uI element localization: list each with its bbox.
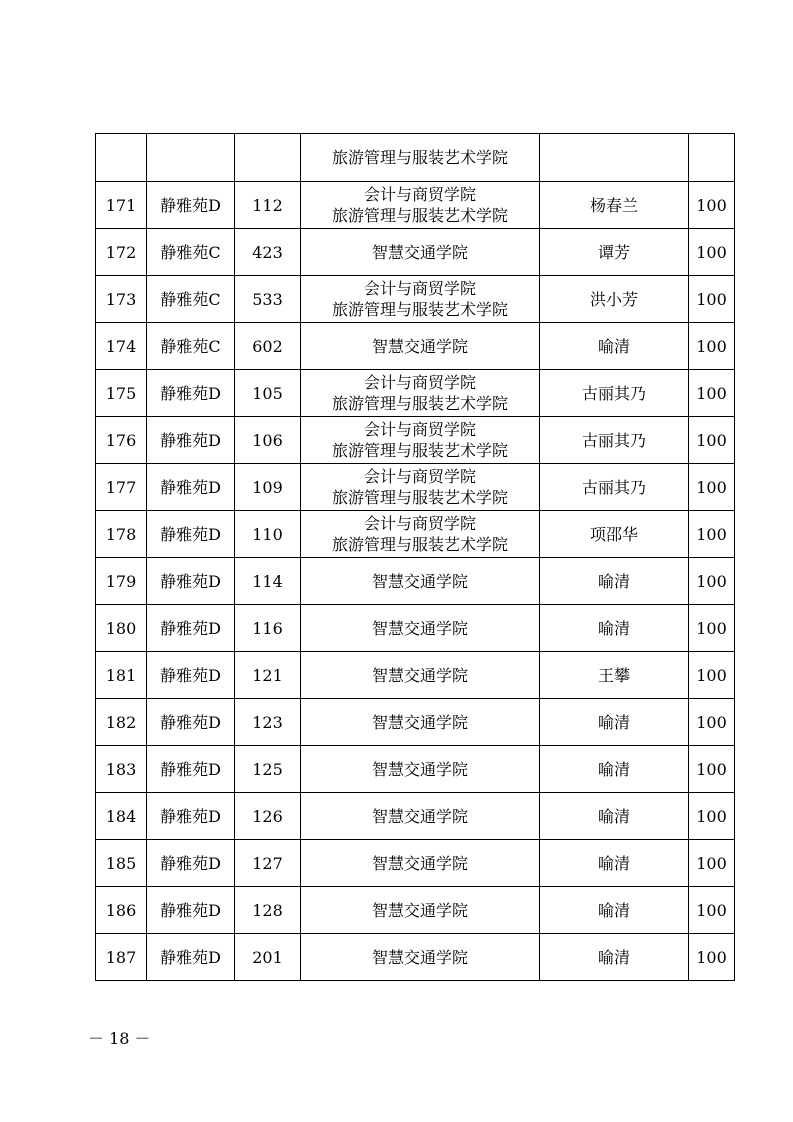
cell-score: 100 xyxy=(689,464,735,511)
cell-college xyxy=(301,652,540,699)
table-row xyxy=(96,605,735,652)
cell-room: 112 xyxy=(235,182,301,229)
cell-room: 106 xyxy=(235,417,301,464)
cell-person: 喻清 xyxy=(540,699,689,746)
cell-no: 184 xyxy=(96,793,147,840)
college-line: 旅游管理与服装艺术学院 xyxy=(331,206,508,225)
table-row xyxy=(96,840,735,887)
cell-score xyxy=(689,134,735,182)
college-line: 旅游管理与服装艺术学院 xyxy=(331,394,508,413)
cell-college xyxy=(301,934,540,981)
page-number: － 18 － xyxy=(88,1029,151,1048)
cell-building: 静雅苑D xyxy=(147,840,235,887)
college-line: 智慧交通学院 xyxy=(371,806,468,826)
college-line: 会计与商贸学院 xyxy=(363,373,476,392)
cell-score: 100 xyxy=(689,276,735,323)
cell-room: 121 xyxy=(235,652,301,699)
cell-no: 174 xyxy=(96,323,147,370)
cell-no: 187 xyxy=(96,934,147,981)
table-row xyxy=(96,652,735,699)
cell-no: 175 xyxy=(96,370,147,417)
cell-room: 109 xyxy=(235,464,301,511)
table-row xyxy=(96,699,735,746)
college-line: 智慧交通学院 xyxy=(371,853,468,873)
cell-person: 王攀 xyxy=(540,652,689,699)
cell-building: 静雅苑D xyxy=(147,887,235,934)
cell-no: 177 xyxy=(96,464,147,511)
cell-no: 181 xyxy=(96,652,147,699)
cell-person: 古丽其乃 xyxy=(540,370,689,417)
college-line: 旅游管理与服装艺术学院 xyxy=(331,300,508,319)
cell-building xyxy=(147,134,235,182)
cell-no: 172 xyxy=(96,229,147,276)
cell-score: 100 xyxy=(689,323,735,370)
college-line: 智慧交通学院 xyxy=(371,947,468,967)
cell-person: 喻清 xyxy=(540,840,689,887)
college-line: 智慧交通学院 xyxy=(371,712,468,732)
cell-building: 静雅苑D xyxy=(147,464,235,511)
cell-building: 静雅苑D xyxy=(147,182,235,229)
table-row xyxy=(96,323,735,370)
cell-room xyxy=(235,134,301,182)
cell-no: 186 xyxy=(96,887,147,934)
college-line: 旅游管理与服装艺术学院 xyxy=(331,488,508,507)
cell-person: 喻清 xyxy=(540,887,689,934)
table-row xyxy=(96,793,735,840)
college-line: 会计与商贸学院 xyxy=(363,185,476,204)
cell-building: 静雅苑D xyxy=(147,370,235,417)
cell-no: 176 xyxy=(96,417,147,464)
cell-no: 183 xyxy=(96,746,147,793)
cell-room: 533 xyxy=(235,276,301,323)
cell-room: 127 xyxy=(235,840,301,887)
cell-score: 100 xyxy=(689,605,735,652)
table-row xyxy=(96,511,735,558)
cell-person xyxy=(540,134,689,182)
cell-college xyxy=(301,605,540,652)
cell-building: 静雅苑C xyxy=(147,276,235,323)
cell-score: 100 xyxy=(689,370,735,417)
cell-college xyxy=(301,840,540,887)
cell-building: 静雅苑D xyxy=(147,605,235,652)
table-row xyxy=(96,417,735,464)
table-row xyxy=(96,887,735,934)
cell-room: 423 xyxy=(235,229,301,276)
cell-college xyxy=(301,276,540,323)
college-line: 智慧交通学院 xyxy=(371,242,468,262)
cell-building: 静雅苑D xyxy=(147,558,235,605)
cell-person: 杨春兰 xyxy=(540,182,689,229)
cell-person: 洪小芳 xyxy=(540,276,689,323)
cell-person: 古丽其乃 xyxy=(540,464,689,511)
cell-no: 171 xyxy=(96,182,147,229)
college-line: 智慧交通学院 xyxy=(371,665,468,685)
cell-building: 静雅苑C xyxy=(147,229,235,276)
cell-person: 喻清 xyxy=(540,934,689,981)
table-row xyxy=(96,229,735,276)
college-line: 智慧交通学院 xyxy=(371,900,468,920)
cell-no: 178 xyxy=(96,511,147,558)
cell-room: 126 xyxy=(235,793,301,840)
cell-person: 喻清 xyxy=(540,746,689,793)
cell-person: 喻清 xyxy=(540,323,689,370)
cell-room: 123 xyxy=(235,699,301,746)
college-line: 智慧交通学院 xyxy=(371,571,468,591)
college-line: 旅游管理与服装艺术学院 xyxy=(331,535,508,554)
dormitory-table xyxy=(95,133,735,981)
cell-building: 静雅苑D xyxy=(147,934,235,981)
cell-score: 100 xyxy=(689,511,735,558)
cell-score: 100 xyxy=(689,417,735,464)
cell-person: 喻清 xyxy=(540,605,689,652)
cell-score: 100 xyxy=(689,558,735,605)
cell-score: 100 xyxy=(689,652,735,699)
cell-college xyxy=(301,417,540,464)
cell-score: 100 xyxy=(689,182,735,229)
college-line: 旅游管理与服装艺术学院 xyxy=(331,148,508,167)
cell-college xyxy=(301,746,540,793)
college-line: 智慧交通学院 xyxy=(371,759,468,779)
cell-building: 静雅苑D xyxy=(147,699,235,746)
cell-person: 谭芳 xyxy=(540,229,689,276)
cell-score: 100 xyxy=(689,840,735,887)
cell-room: 128 xyxy=(235,887,301,934)
cell-college xyxy=(301,323,540,370)
cell-room: 116 xyxy=(235,605,301,652)
cell-building: 静雅苑D xyxy=(147,793,235,840)
cell-college xyxy=(301,699,540,746)
cell-score: 100 xyxy=(689,229,735,276)
college-line: 智慧交通学院 xyxy=(371,618,468,638)
cell-person: 项邵华 xyxy=(540,511,689,558)
cell-college xyxy=(301,558,540,605)
college-line: 会计与商贸学院 xyxy=(363,467,476,486)
cell-college xyxy=(301,887,540,934)
cell-college xyxy=(301,464,540,511)
cell-person: 古丽其乃 xyxy=(540,417,689,464)
cell-room: 110 xyxy=(235,511,301,558)
table-row xyxy=(96,558,735,605)
cell-room: 125 xyxy=(235,746,301,793)
cell-score: 100 xyxy=(689,887,735,934)
college-line: 会计与商贸学院 xyxy=(363,279,476,298)
cell-college xyxy=(301,370,540,417)
table-row xyxy=(96,746,735,793)
cell-person: 喻清 xyxy=(540,793,689,840)
cell-college xyxy=(301,229,540,276)
table-row xyxy=(96,370,735,417)
cell-college xyxy=(301,134,540,182)
college-line: 会计与商贸学院 xyxy=(363,514,476,533)
cell-room: 105 xyxy=(235,370,301,417)
cell-building: 静雅苑C xyxy=(147,323,235,370)
cell-score: 100 xyxy=(689,793,735,840)
cell-score: 100 xyxy=(689,934,735,981)
cell-room: 114 xyxy=(235,558,301,605)
cell-no: 185 xyxy=(96,840,147,887)
cell-no: 179 xyxy=(96,558,147,605)
cell-college xyxy=(301,793,540,840)
table-row xyxy=(96,464,735,511)
cell-college xyxy=(301,182,540,229)
cell-room: 602 xyxy=(235,323,301,370)
college-line: 会计与商贸学院 xyxy=(363,420,476,439)
cell-building: 静雅苑D xyxy=(147,746,235,793)
cell-score: 100 xyxy=(689,699,735,746)
cell-no: 173 xyxy=(96,276,147,323)
continued-row xyxy=(96,134,735,182)
college-line: 旅游管理与服装艺术学院 xyxy=(331,441,508,460)
cell-building: 静雅苑D xyxy=(147,511,235,558)
cell-no xyxy=(96,134,147,182)
cell-room: 201 xyxy=(235,934,301,981)
college-line: 智慧交通学院 xyxy=(371,336,468,356)
table-row xyxy=(96,182,735,229)
table-row xyxy=(96,276,735,323)
cell-no: 182 xyxy=(96,699,147,746)
cell-college xyxy=(301,511,540,558)
table-row xyxy=(96,934,735,981)
cell-score: 100 xyxy=(689,746,735,793)
cell-person: 喻清 xyxy=(540,558,689,605)
table-body xyxy=(96,134,735,981)
cell-building: 静雅苑D xyxy=(147,652,235,699)
cell-building: 静雅苑D xyxy=(147,417,235,464)
cell-no: 180 xyxy=(96,605,147,652)
